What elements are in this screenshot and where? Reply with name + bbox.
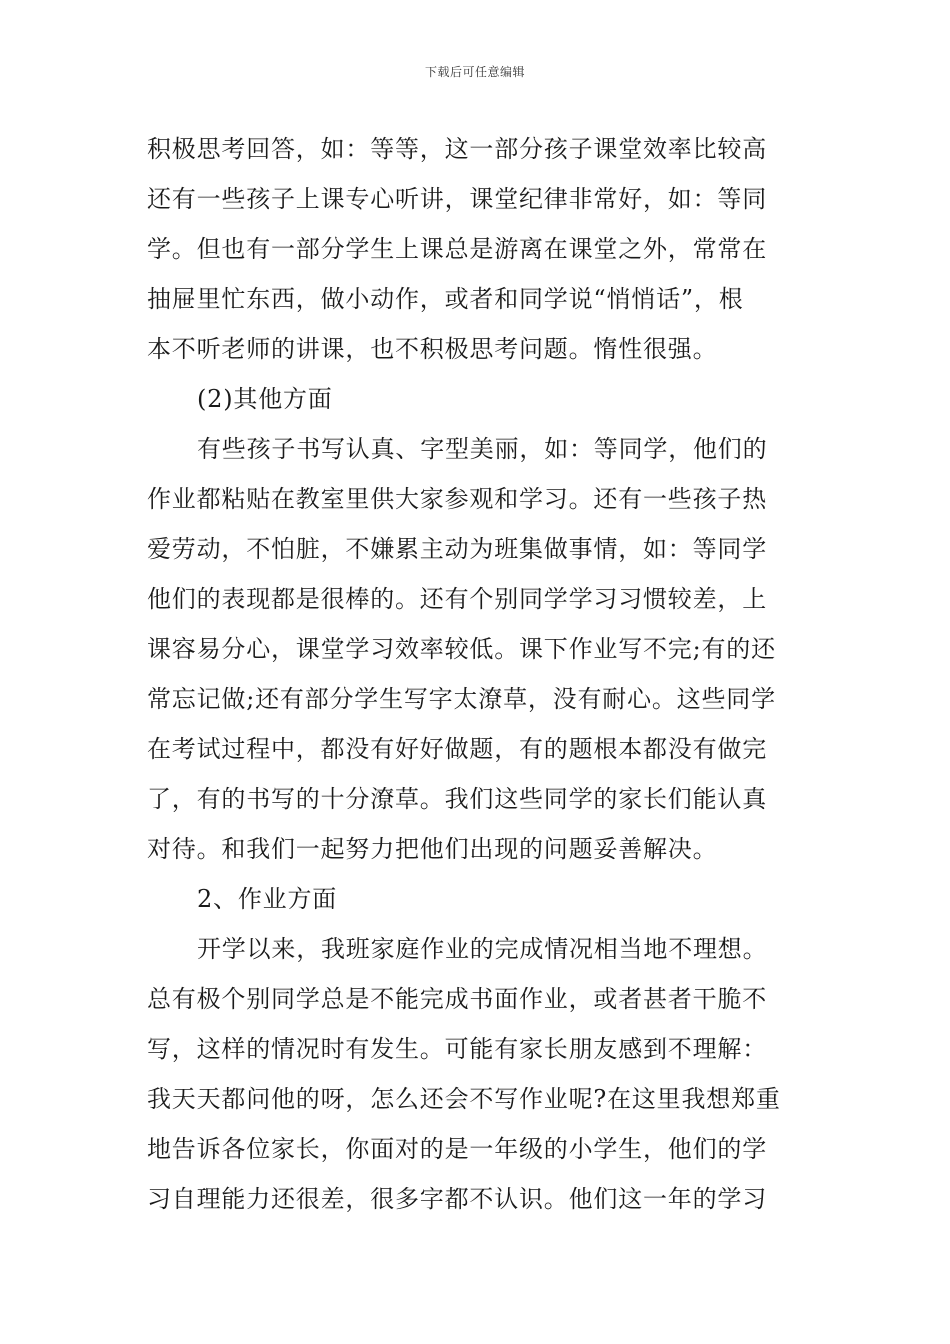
- text-line: 还有一些孩子上课专心听讲，课堂纪律非常好，如：等同: [147, 185, 767, 213]
- paragraph-first-line: 开学以来，我班家庭作业的完成情况相当地不理想。: [197, 935, 768, 963]
- text-line: 我天天都问他的呀，怎么还会不写作业呢?在这里我想郑重: [147, 1085, 781, 1113]
- text-line: 他们的表现都是很棒的。还有个别同学学习习惯较差，上: [147, 585, 767, 613]
- text-line: 本不听老师的讲课，也不积极思考问题。惰性很强。: [147, 335, 718, 363]
- section-heading: 2、作业方面: [197, 885, 338, 913]
- text-line: 了，有的书写的十分潦草。我们这些同学的家长们能认真: [147, 785, 767, 813]
- text-line: 常忘记做;还有部分学生写字太潦草，没有耐心。这些同学: [147, 685, 776, 713]
- text-line: 总有极个别同学总是不能完成书面作业，或者甚者干脆不: [147, 985, 767, 1013]
- text-line: 作业都粘贴在教室里供大家参观和学习。还有一些孩子热: [147, 485, 767, 513]
- paragraph-first-line: 有些孩子书写认真、字型美丽，如：等同学，他们的: [197, 435, 768, 463]
- text-line: 爱劳动，不怕脏，不嫌累主动为班集做事情，如：等同学: [147, 535, 767, 563]
- text-line: 学。但也有一部分学生上课总是游离在课堂之外，常常在: [147, 235, 767, 263]
- text-line: 抽屉里忙东西，做小动作，或者和同学说“悄悄话”，根: [147, 285, 744, 313]
- section-heading: (2)其他方面: [197, 385, 333, 413]
- text-line: 地告诉各位家长，你面对的是一年级的小学生，他们的学: [147, 1135, 767, 1163]
- text-line: 对待。和我们一起努力把他们出现的问题妥善解决。: [147, 835, 718, 863]
- page-header: 下载后可任意编辑: [424, 65, 525, 79]
- text-line: 写，这样的情况时有发生。可能有家长朋友感到不理解：: [147, 1035, 767, 1063]
- text-line: 积极思考回答，如：等等，这一部分孩子课堂效率比较高: [147, 135, 767, 163]
- text-line: 习自理能力还很差，很多字都不认识。他们这一年的学习: [147, 1185, 767, 1213]
- document-body: [147, 124, 810, 1224]
- text-line: 在考试过程中，都没有好好做题，有的题根本都没有做完: [147, 735, 767, 763]
- text-line: 课容易分心，课堂学习效率较低。课下作业写不完;有的还: [147, 635, 776, 663]
